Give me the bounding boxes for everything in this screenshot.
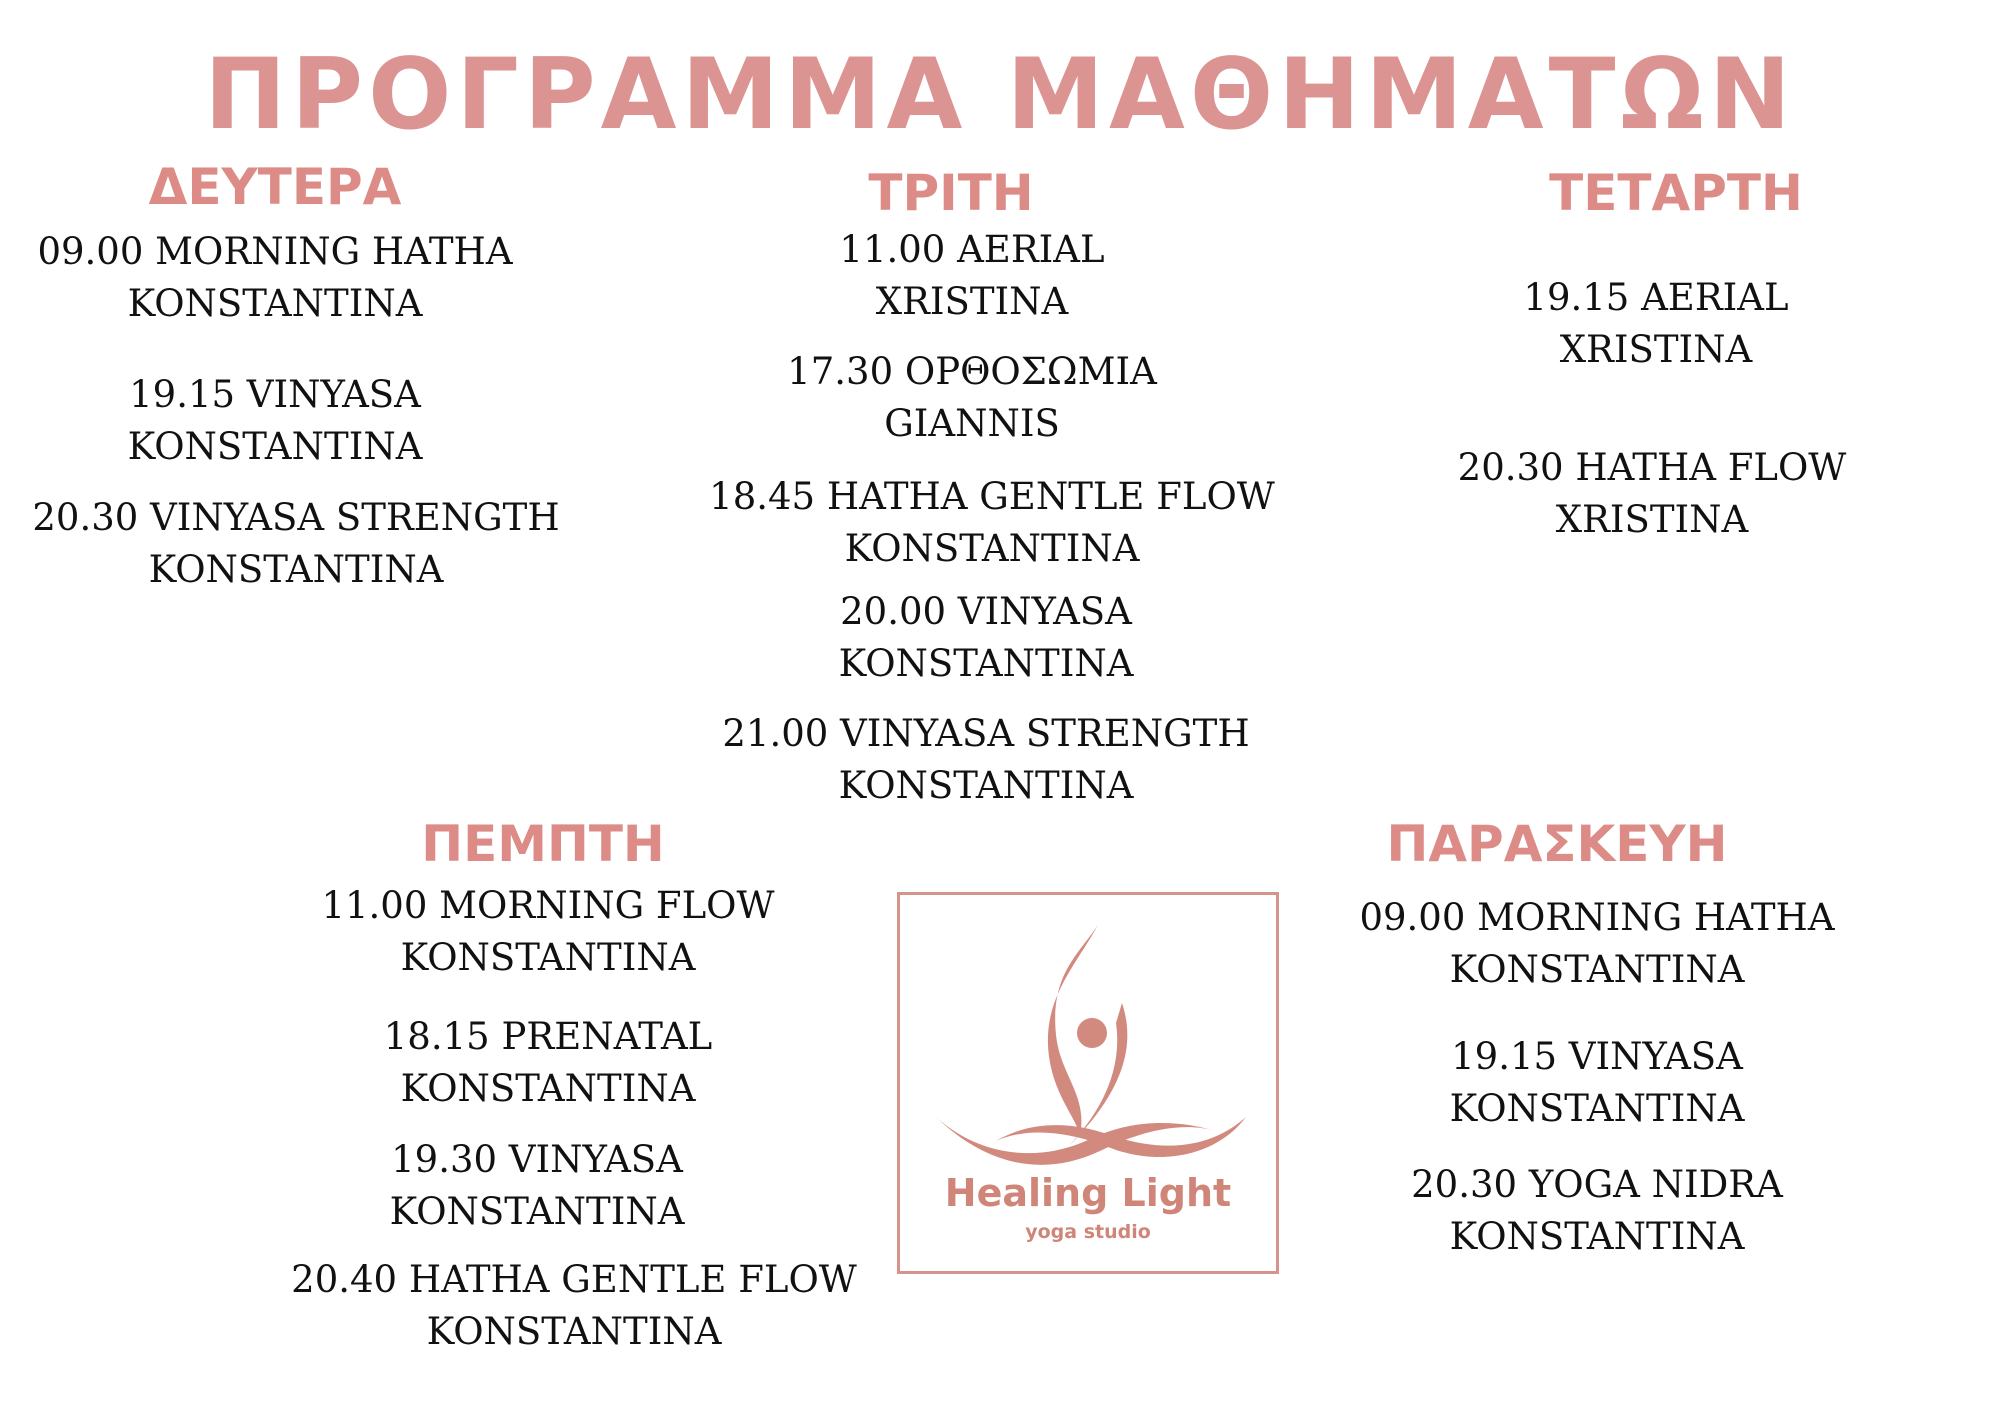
day-heading-thursday: ΠΕΜΠΤΗ <box>421 815 665 873</box>
class-time-name: 19.15 AERIAL <box>1523 276 1789 319</box>
class-entry <box>291 1254 857 1358</box>
class-time-name: 20.30 YOGA NIDRA <box>1411 1163 1783 1206</box>
class-time-name: 11.00 AERIAL <box>839 228 1105 271</box>
class-time-name: 19.15 VINYASA <box>129 373 421 416</box>
day-heading-tuesday: ΤΡΙΤΗ <box>868 164 1034 222</box>
class-teacher: XRISTINA <box>1555 498 1749 541</box>
class-entry <box>709 471 1275 575</box>
class-teacher: KONSTANTINA <box>1449 1215 1745 1258</box>
class-entry <box>390 1134 685 1238</box>
class-entry <box>1359 892 1834 996</box>
class-teacher: XRISTINA <box>875 280 1069 323</box>
day-heading-wednesday: ΤΕΤΑΡΤΗ <box>1549 164 1803 222</box>
class-time-name: 09.00 MORNING HATHA <box>37 230 513 273</box>
class-time-name: 20.30 HATHA FLOW <box>1457 446 1847 489</box>
class-entry <box>1523 272 1788 376</box>
class-time-name: 20.00 VINYASA <box>840 590 1132 633</box>
class-entry <box>839 224 1104 328</box>
class-teacher: KONSTANTINA <box>838 764 1134 807</box>
class-teacher: KONSTANTINA <box>400 1067 696 1110</box>
class-teacher: GIANNIS <box>884 402 1060 445</box>
class-time-name: 18.15 PRENATAL <box>383 1015 713 1058</box>
class-teacher: KONSTANTINA <box>127 282 423 325</box>
class-entry <box>128 369 423 473</box>
class-entry <box>384 1011 712 1115</box>
class-teacher: KONSTANTINA <box>148 548 444 591</box>
studio-name: Healing Light <box>944 1171 1232 1215</box>
class-entry <box>1458 442 1847 546</box>
class-teacher: KONSTANTINA <box>1449 948 1745 991</box>
class-entry <box>1411 1159 1783 1263</box>
class-entry <box>321 880 774 984</box>
class-time-name: 09.00 MORNING HATHA <box>1359 896 1835 939</box>
studio-logo <box>897 892 1279 1274</box>
class-entry <box>1450 1031 1745 1135</box>
yoga-figure-icon <box>900 895 1282 1277</box>
class-entry <box>839 586 1134 690</box>
class-time-name: 11.00 MORNING FLOW <box>321 884 775 927</box>
studio-tagline: yoga studio <box>1025 1221 1151 1243</box>
class-teacher: KONSTANTINA <box>127 425 423 468</box>
class-time-name: 18.45 HATHA GENTLE FLOW <box>709 475 1275 518</box>
class-teacher: KONSTANTINA <box>844 527 1140 570</box>
class-teacher: KONSTANTINA <box>400 936 696 979</box>
class-entry <box>32 492 559 596</box>
class-time-name: 20.40 HATHA GENTLE FLOW <box>291 1258 857 1301</box>
class-time-name: 17.30 ΟΡΘΟΣΩΜΙΑ <box>787 350 1157 393</box>
class-entry <box>787 346 1157 450</box>
class-time-name: 19.15 VINYASA <box>1451 1035 1743 1078</box>
class-time-name: 19.30 VINYASA <box>391 1138 683 1181</box>
day-heading-monday: ΔΕΥΤΕΡΑ <box>148 158 402 216</box>
class-teacher: XRISTINA <box>1559 328 1753 371</box>
class-teacher: KONSTANTINA <box>426 1310 722 1353</box>
page-title: ΠΡΟΓΡΑΜΜΑ ΜΑΘΗΜΑΤΩΝ <box>204 38 1796 152</box>
class-teacher: KONSTANTINA <box>1449 1087 1745 1130</box>
class-teacher: KONSTANTINA <box>838 642 1134 685</box>
class-time-name: 20.30 VINYASA STRENGTH <box>32 496 560 539</box>
class-teacher: KONSTANTINA <box>389 1190 685 1233</box>
day-heading-friday: ΠΑΡΑΣΚΕΥΗ <box>1386 815 1728 873</box>
class-entry <box>722 708 1249 812</box>
class-entry <box>37 226 512 330</box>
class-time-name: 21.00 VINYASA STRENGTH <box>722 712 1250 755</box>
